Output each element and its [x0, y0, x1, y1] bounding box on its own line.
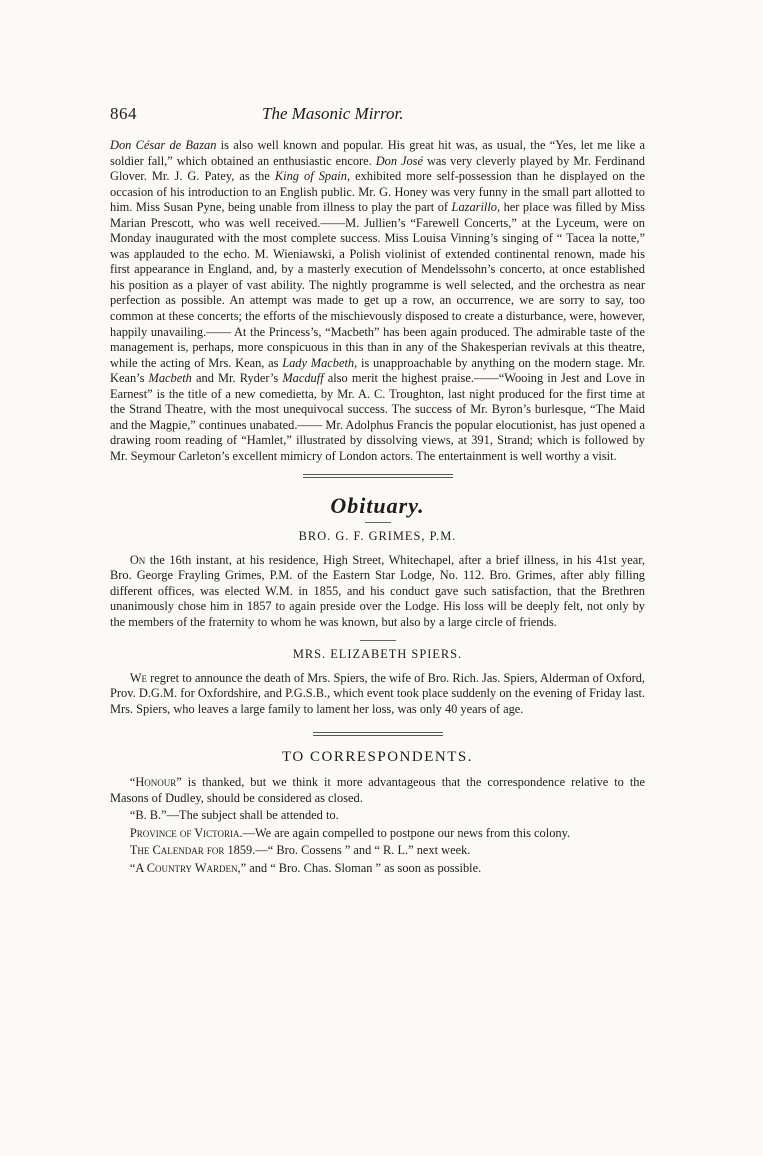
italic-run: Don César de Bazan — [110, 138, 217, 152]
correspondent-text: “B. B.”—The subject shall be attended to. — [129, 808, 339, 823]
text-run: is unapproachable by anything on the modern stage. Mr. Kean’s — [110, 355, 646, 386]
page-number: 864 — [110, 104, 137, 123]
correspondent-lead: The Calendar for 1859. — [129, 843, 256, 858]
obituary-text: regret to announce the death of Mrs. Spiers, the wife of Bro. Rich. Jas. Spiers, Alderman of Oxford, Prov. D.G.M. for Oxfordshire, and P.G.S.B., which event took place suddenly on the evening of Friday last. Mrs. Spiers, who leaves a large family to lament her loss, was only 40 years of age. — [110, 670, 645, 716]
obituary-title-grimes: BRO. G. F. GRIMES, P.M. — [298, 529, 457, 544]
obituary-title-spiers: MRS. ELIZABETH SPIERS. — [292, 647, 463, 662]
correspondents-title: TO CORRESPONDENTS. — [282, 748, 473, 765]
short-rule — [365, 522, 391, 523]
section-divider — [303, 474, 453, 478]
obituary-paragraph-grimes — [110, 553, 645, 631]
theatre-paragraph — [110, 138, 645, 464]
running-title: The Masonic Mirror. — [262, 104, 404, 123]
article-body — [110, 138, 645, 876]
correspondent-item — [110, 843, 645, 859]
section-divider — [313, 732, 443, 736]
italic-run: Macbeth — [148, 371, 192, 386]
italic-run: Lazarillo, — [451, 200, 501, 215]
italic-run: Macduff — [282, 371, 324, 386]
correspondent-text: —We are again compelled to postpone our news from this colony. — [242, 825, 571, 840]
correspondent-text: —“ Bro. Cossens ” and “ R. L.” next week. — [255, 843, 471, 858]
text-run: and Mr. Ryder’s — [191, 371, 283, 386]
correspondents-list — [110, 775, 645, 876]
lead-word: We — [129, 670, 148, 685]
correspondent-lead: “Honour” — [129, 775, 182, 790]
text-run: her place was filled by Miss Marian Prescott, who was well received.——M. Jullien’s “Farewell Concerts,” at the Lyceum, were on Monday inaugurated with the most complete success. Miss Louisa Vinning’s singing of “ Tacea la notte,” was applauded to the echo. M. Wieniawski, a Polish violinist of extended continental renown, made his first appearance in England, and, by a masterly execution of Mendelssohn’s concerto, at once established his position as a player of vast ability. The nightly programme is well selected, and the orchestra as near perfection as possible. An attempt was made to get up a row, an occurrence, we are sorry to say, too common at these concerts; the efforts of the mischievously disposed to create a disturbance, were, however, happily unavailing.—— At the Princess’s, “Macbeth” has been again produced. The admirable taste of the management is, perhaps, more conspicuous in this than in any of the Shakesperian revivals at this theatre, while the acting of Mrs. Kean, as — [110, 200, 645, 370]
correspondent-text: and “ Bro. Chas. Sloman ” as soon as possible. — [246, 860, 482, 875]
italic-run: Lady Macbeth, — [282, 355, 358, 370]
lead-word: On — [129, 552, 146, 567]
double-rule — [303, 474, 453, 478]
short-rule — [360, 640, 396, 641]
text-run: is also well known and popular. His great hit was, as usual, the “Yes, let me like a soldier fall,” which obtained an enthusiastic encore. — [110, 138, 645, 168]
correspondent-item — [110, 808, 645, 824]
italic-run: Don José — [375, 153, 423, 168]
correspondent-lead: Province of Victoria. — [129, 825, 243, 840]
double-rule — [313, 732, 443, 736]
correspondent-item — [110, 826, 645, 842]
text-run: was very cleverly played by Mr. Ferdinand Glover. Mr. J. G. Patey, as the — [110, 153, 645, 184]
obituary-text: the 16th instant, at his residence, High Street, Whitechapel, after a brief illness, in his 41st year, Bro. George Frayling Grimes, P.M. of the Eastern Star Lodge, No. 112. Bro. Grimes, after ably filling different offices, was elected W.M. in 1855, and his conduct gave such satisfaction, that the Brethren unanimously chose him in 1857 to again preside over the Lodge. His loss will be deeply felt, not only by the members of the fraternity to whom he was known, but also by a large circle of friends. — [110, 552, 645, 629]
italic-run: King of Spain, — [274, 169, 351, 184]
text-run: exhibited more self-possession than he displayed on the occasion of his introduction to an English public. Mr. G. Honey was very funny in the small part allotted to him. Miss Susan Pyne, being unable from illness to play the part of — [110, 169, 645, 215]
obituary-heading: Obituary. — [330, 493, 425, 519]
text-run: also merit the highest praise.——“Wooing in Jest and Love in Earnest” is the title of a new comedietta, by Mr. A. C. Troughton, last night produced for the first time at the Strand Theatre, with the most unequivocal success. The success of Mr. Byron’s burlesque, “The Maid and the Magpie,” continues unabated.—— Mr. Adolphus Francis the popular elocutionist, has just opened a drawing room reading of “Hamlet,” illustrated by dissolving views, at 391, Strand; which is followed by Mr. Seymour Carleton’s excellent mimicry of London actors. The entertainment is well worthy a visit. — [110, 371, 645, 463]
correspondent-text: is thanked, but we think it more advantageous that the correspondence relative to the Masons of Dudley, should be considered as closed. — [110, 775, 645, 805]
obituary-paragraph-spiers — [110, 671, 645, 718]
page-header — [110, 104, 645, 124]
correspondent-item — [110, 861, 645, 877]
correspondent-lead: “A Country Warden,” — [129, 860, 247, 875]
correspondent-item — [110, 775, 645, 806]
